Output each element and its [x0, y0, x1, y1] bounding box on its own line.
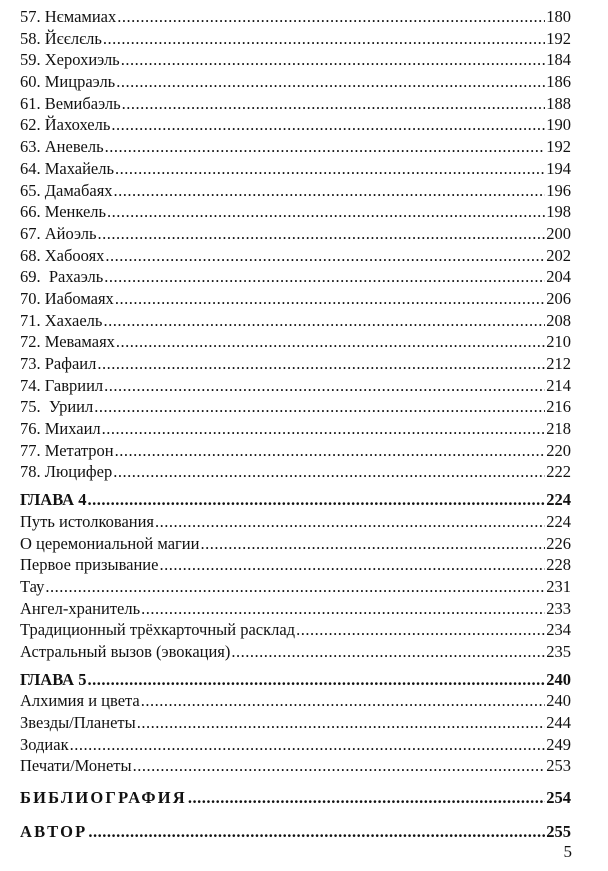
- toc-entry-page: 216: [546, 397, 571, 417]
- toc-entry[interactable]: [20, 223, 571, 245]
- dot-leader: [104, 375, 545, 397]
- toc-entry[interactable]: [20, 28, 571, 50]
- toc-entry-label: 59. Херохиэль: [20, 50, 120, 70]
- toc-heading-bibliography[interactable]: [20, 785, 571, 811]
- dot-leader: [105, 245, 545, 267]
- toc-entry-label: 67. Айоэль: [20, 223, 97, 243]
- toc-entry-label: 68. Хабооях: [20, 245, 105, 265]
- toc-entry[interactable]: [20, 576, 571, 598]
- toc-entry-label: 65. Дамабаях: [20, 180, 113, 200]
- angel-entries: [20, 6, 571, 483]
- toc-entry[interactable]: [20, 461, 571, 483]
- toc-entry[interactable]: [20, 734, 571, 756]
- toc-entry-page: 190: [546, 115, 571, 135]
- toc-entry[interactable]: [20, 71, 571, 93]
- toc-entry-page: 244: [546, 713, 571, 732]
- dot-leader: [97, 353, 545, 375]
- dot-leader: [111, 114, 545, 136]
- toc-entry-page: 228: [546, 555, 571, 575]
- dot-leader: [115, 158, 545, 180]
- toc-entry-page: 200: [546, 223, 571, 243]
- toc-entry[interactable]: [20, 288, 571, 310]
- toc-entry-page: 202: [546, 245, 571, 265]
- dot-leader: [115, 288, 545, 310]
- toc-heading-chapter-5[interactable]: [20, 669, 571, 691]
- toc-heading-chapter-4[interactable]: [20, 489, 571, 511]
- toc-entry[interactable]: [20, 158, 571, 180]
- toc-entry-page: 186: [546, 72, 571, 92]
- page-number: 5: [563, 842, 572, 861]
- toc-entry[interactable]: [20, 755, 571, 777]
- dot-leader: [141, 598, 545, 620]
- toc-heading-page: 240: [546, 669, 571, 689]
- toc-entry-page: 214: [546, 375, 571, 395]
- toc-entry-label: Путь истолкования: [20, 511, 155, 531]
- dot-leader: [188, 785, 545, 811]
- toc-entry-page: 210: [546, 332, 571, 352]
- dot-leader: [116, 71, 545, 93]
- toc-entry-page: 180: [546, 7, 571, 26]
- toc-entry[interactable]: [20, 136, 571, 158]
- toc-entry-label: Астральный вызов (эвокация): [20, 641, 231, 661]
- toc-entry-page: 240: [546, 691, 571, 711]
- toc-entry-label: 77. Метатрон: [20, 440, 114, 460]
- toc-entry-page: 222: [546, 462, 571, 482]
- toc-entry[interactable]: [20, 554, 571, 576]
- toc-entry-page: 220: [546, 440, 571, 460]
- toc-entry-label: 74. Гавриил: [20, 375, 104, 395]
- toc-entry-label: 57. Нємамиах: [20, 7, 117, 26]
- toc-entry[interactable]: [20, 690, 571, 712]
- toc-entry[interactable]: [20, 49, 571, 71]
- toc-entry[interactable]: [20, 712, 571, 734]
- dot-leader: [88, 819, 545, 845]
- toc-entry[interactable]: [20, 598, 571, 620]
- toc-entry[interactable]: [20, 114, 571, 136]
- toc-heading-label: АВТОР: [20, 822, 88, 842]
- toc-entry-label: 71. Хахаель: [20, 310, 103, 330]
- toc-entry[interactable]: [20, 310, 571, 332]
- toc-heading-page: 254: [546, 788, 571, 808]
- toc-entry-label: Печати/Монеты: [20, 756, 132, 776]
- toc-entry-page: 234: [546, 620, 571, 640]
- toc-entry[interactable]: [20, 619, 571, 641]
- toc-heading-page: 255: [546, 822, 571, 842]
- toc-entry[interactable]: [20, 93, 571, 115]
- dot-leader: [200, 533, 545, 555]
- toc-entry-page: 184: [546, 50, 571, 70]
- dot-leader: [121, 49, 546, 71]
- toc-entry-label: Звезды/Планеты: [20, 713, 136, 732]
- toc-entry-page: 208: [546, 310, 571, 330]
- toc-entry-label: 76. Михаил: [20, 419, 101, 439]
- dot-leader: [296, 619, 545, 641]
- toc-entry[interactable]: [20, 641, 571, 663]
- chapter-5-entries: [20, 690, 571, 777]
- dot-leader: [87, 669, 545, 691]
- toc-entry-label: 63. Аневель: [20, 137, 104, 157]
- toc-entry[interactable]: [20, 331, 571, 353]
- toc-entry-label: 69. Рахаэль: [20, 267, 104, 287]
- toc-heading-label: БИБЛИОГРАФИЯ: [20, 788, 187, 808]
- dot-leader: [45, 576, 545, 598]
- toc-heading-label: ГЛАВА 5: [20, 669, 87, 689]
- toc-entry-page: 253: [546, 756, 571, 776]
- toc-entry-label: 58. Йєєлєль: [20, 28, 102, 48]
- dot-leader: [155, 511, 545, 533]
- toc-entry-label: 60. Мицраэль: [20, 72, 116, 92]
- toc-entry[interactable]: [20, 353, 571, 375]
- toc-entry[interactable]: [20, 375, 571, 397]
- toc-entry[interactable]: [20, 511, 571, 533]
- toc-entry-page: 192: [546, 137, 571, 157]
- dot-leader: [107, 201, 545, 223]
- dot-leader: [122, 93, 546, 115]
- dot-leader: [231, 641, 545, 663]
- toc-entry-page: 224: [546, 511, 571, 531]
- toc-entry-label: 64. Махайель: [20, 158, 115, 178]
- toc-entry-label: О церемониальной магии: [20, 533, 200, 553]
- toc-entry-label: 78. Люцифер: [20, 462, 113, 482]
- toc-entry-label: Зодиак: [20, 734, 69, 754]
- toc-entry-label: 72. Мевамаях: [20, 332, 115, 352]
- toc-entry-label: 73. Рафаил: [20, 354, 97, 373]
- toc-entry-label: Тау: [20, 576, 45, 596]
- dot-leader: [103, 28, 545, 50]
- toc-entry-page: 188: [546, 93, 571, 113]
- toc-entry-page: 226: [546, 533, 571, 553]
- dot-leader: [114, 180, 546, 202]
- dot-leader: [87, 489, 545, 511]
- toc-entry[interactable]: [20, 201, 571, 223]
- toc-entry-page: 206: [546, 288, 571, 308]
- toc-heading-author[interactable]: [20, 819, 571, 845]
- toc-entry-page: 204: [546, 267, 571, 287]
- toc-entry-page: 218: [546, 419, 571, 439]
- dot-leader: [105, 136, 546, 158]
- toc-entry-page: 192: [546, 28, 571, 48]
- toc-entry-label: 66. Менкель: [20, 202, 107, 222]
- dot-leader: [113, 461, 545, 483]
- dot-leader: [102, 418, 546, 440]
- dot-leader: [159, 554, 545, 576]
- toc-entry[interactable]: [20, 266, 571, 288]
- toc-entry-page: 194: [546, 158, 571, 178]
- toc-heading-label: ГЛАВА 4: [20, 490, 87, 510]
- toc-heading-page: 224: [546, 490, 571, 510]
- toc-entry-label: 75. Уриил: [20, 397, 94, 417]
- toc-entry-page: 196: [546, 180, 571, 200]
- toc-entry-page: 198: [546, 202, 571, 222]
- toc-entry-label: Традиционный трёхкарточный расклад: [20, 620, 296, 640]
- toc-entry-page: 231: [546, 576, 571, 596]
- table-of-contents: [20, 6, 571, 845]
- toc-entry-label: Алхимия и цвета: [20, 691, 140, 711]
- dot-leader: [98, 223, 546, 245]
- toc-entry-label: Первое призывание: [20, 555, 159, 575]
- toc-entry-page: 249: [546, 734, 571, 754]
- dot-leader: [94, 396, 545, 418]
- dot-leader: [137, 712, 546, 734]
- toc-entry-label: 62. Йахохель: [20, 115, 111, 135]
- toc-entry[interactable]: [20, 418, 571, 440]
- dot-leader: [117, 6, 545, 28]
- toc-entry[interactable]: [20, 440, 571, 462]
- dot-leader: [70, 734, 546, 756]
- toc-entry-label: 70. Иабомаях: [20, 288, 114, 308]
- toc-entry-label: 61. Вемибаэль: [20, 93, 121, 113]
- toc-entry[interactable]: [20, 245, 571, 267]
- toc-entry[interactable]: [20, 6, 571, 28]
- toc-entry[interactable]: [20, 396, 571, 418]
- toc-entry-page: 212: [546, 354, 571, 373]
- dot-leader: [141, 690, 545, 712]
- toc-entry-label: Ангел-хранитель: [20, 598, 141, 618]
- dot-leader: [104, 266, 545, 288]
- toc-entry-page: 233: [546, 598, 571, 618]
- toc-entry-page: 235: [546, 641, 571, 661]
- toc-entry[interactable]: [20, 180, 571, 202]
- toc-entry[interactable]: [20, 533, 571, 555]
- dot-leader: [116, 331, 545, 353]
- dot-leader: [133, 755, 546, 777]
- chapter-4-entries: [20, 511, 571, 663]
- dot-leader: [115, 440, 546, 462]
- dot-leader: [103, 310, 545, 332]
